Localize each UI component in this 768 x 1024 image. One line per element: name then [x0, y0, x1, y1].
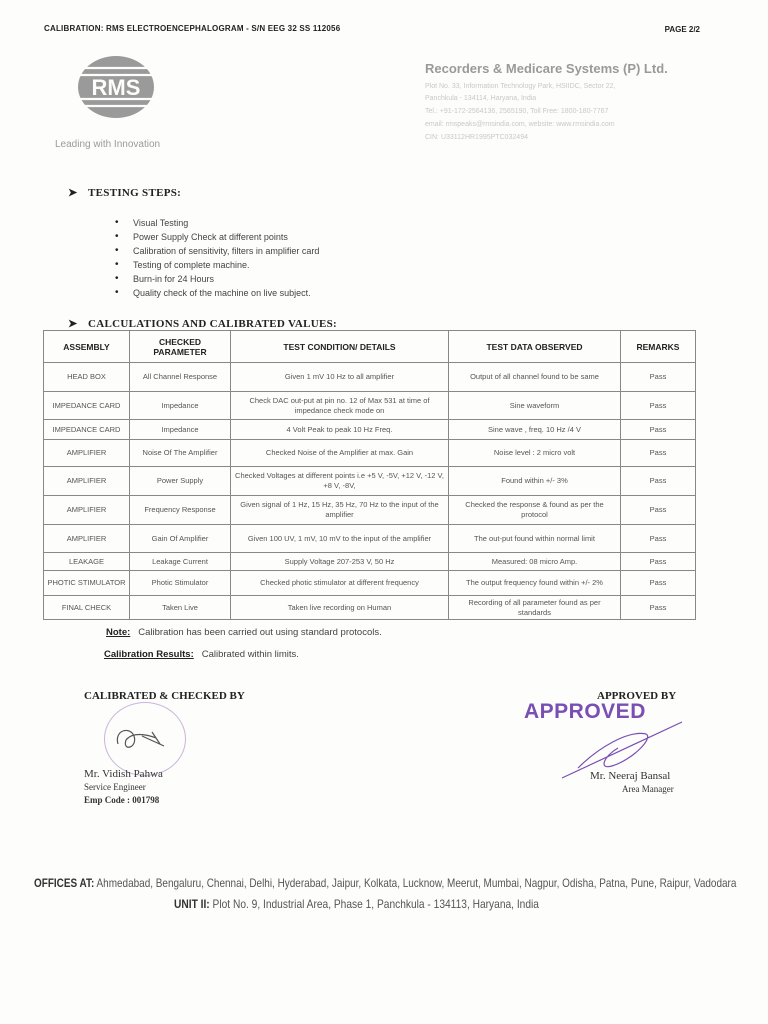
- offices-label: OFFICES AT:: [34, 876, 95, 890]
- table-cell: The out-put found within normal limit: [449, 525, 621, 553]
- company-name: Recorders & Medicare Systems (P) Ltd.: [425, 61, 668, 76]
- table-cell: Frequency Response: [130, 496, 231, 525]
- table-cell: The output frequency found within +/- 2%: [449, 571, 621, 596]
- testing-steps-heading: ➤ TESTING STEPS:: [68, 187, 182, 199]
- table-cell: Output of all channel found to be same: [449, 363, 621, 392]
- calibrated-by-title: Service Engineer: [84, 782, 146, 792]
- table-row: [44, 363, 696, 392]
- rms-logo: [76, 55, 156, 119]
- table-cell: Supply Voltage 207-253 V, 50 Hz: [231, 553, 449, 571]
- list-item: • Power Supply Check at different points: [115, 230, 319, 244]
- table-cell: Pass: [621, 571, 696, 596]
- testing-steps-list: [115, 216, 319, 300]
- column-header: TEST CONDITION/ DETAILS: [231, 331, 449, 363]
- table-row: [44, 392, 696, 420]
- company-cin-line: CIN: U33112HR1995PTC032494: [425, 134, 528, 141]
- table-cell: Pass: [621, 596, 696, 620]
- table-cell: Pass: [621, 363, 696, 392]
- table-cell: Leakage Current: [130, 553, 231, 571]
- company-address-line: Panchkula - 134114, Haryana, India: [425, 95, 537, 102]
- column-header: TEST DATA OBSERVED: [449, 331, 621, 363]
- footer-unit: [174, 897, 539, 911]
- arrow-icon: ➤: [68, 318, 78, 330]
- table-cell: Given 1 mV 10 Hz to all amplifier: [231, 363, 449, 392]
- table-cell: Pass: [621, 467, 696, 496]
- table-row: [44, 467, 696, 496]
- table-cell: Impedance: [130, 420, 231, 440]
- table-cell: Sine wave , freq. 10 Hz /4 V: [449, 420, 621, 440]
- page-number: PAGE 2/2: [664, 25, 700, 34]
- table-cell: HEAD BOX: [44, 363, 130, 392]
- table-cell: All Channel Response: [130, 363, 231, 392]
- table-cell: Checked photic stimulator at different frequency: [231, 571, 449, 596]
- table-cell: Photic Stimulator: [130, 571, 231, 596]
- table-cell: Pass: [621, 496, 696, 525]
- calibrated-by-emp-code: Emp Code : 001798: [84, 795, 160, 805]
- calculations-heading: ➤ CALCULATIONS AND CALIBRATED VALUES:: [68, 318, 337, 330]
- table-header-row: [44, 331, 696, 363]
- list-item: • Visual Testing: [115, 216, 319, 230]
- table-row: [44, 440, 696, 467]
- table-cell: PHOTIC STIMULATOR: [44, 571, 130, 596]
- company-address-line: Plot No. 33, Information Technology Park, HSIIDC, Sector 22,: [425, 83, 616, 90]
- table-cell: 4 Volt Peak to peak 10 Hz Freq.: [231, 420, 449, 440]
- document-header: CALIBRATION: RMS ELECTROENCEPHALOGRAM - S/N EEG 32 SS 112056: [44, 24, 341, 33]
- table-cell: Pass: [621, 392, 696, 420]
- table-cell: AMPLIFIER: [44, 496, 130, 525]
- logo-text: RMS: [91, 75, 141, 100]
- table-cell: AMPLIFIER: [44, 525, 130, 553]
- table-cell: Checked Voltages at different points i.e +5 V, -5V, +12 V, -12 V, +8 V, -8V,: [231, 467, 449, 496]
- table-row: [44, 496, 696, 525]
- calibration-results-label: Calibration Results:: [104, 649, 194, 660]
- company-phone-line: Tel.: +91-172-2564136, 2565190, Toll Free: 1800-180-7767: [425, 108, 609, 115]
- signature-mark: [112, 722, 192, 756]
- footer-offices: [34, 876, 736, 890]
- table-cell: Power Supply: [130, 467, 231, 496]
- table-cell: Recording of all parameter found as per standards: [449, 596, 621, 620]
- calibration-results-text: Calibrated within limits.: [201, 649, 299, 660]
- approved-by-title: Area Manager: [622, 784, 674, 794]
- approved-by-heading: APPROVED BY: [597, 690, 677, 702]
- table-cell: Found within +/- 3%: [449, 467, 621, 496]
- list-item: • Testing of complete machine.: [115, 258, 319, 272]
- table-cell: Check DAC out-put at pin no. 12 of Max 531 at time of impedance check mode on: [231, 392, 449, 420]
- list-item: • Calibration of sensitivity, filters in amplifier card: [115, 244, 319, 258]
- table-cell: Gain Of Amplifier: [130, 525, 231, 553]
- table-cell: Checked the response & found as per the protocol: [449, 496, 621, 525]
- column-header: ASSEMBLY: [44, 331, 130, 363]
- note-line: [106, 627, 382, 638]
- table-cell: Noise level : 2 micro volt: [449, 440, 621, 467]
- table-cell: Given 100 UV, 1 mV, 10 mV to the input of the amplifier: [231, 525, 449, 553]
- note-label: Note:: [106, 627, 131, 638]
- column-header: CHECKED PARAMETER: [130, 331, 231, 363]
- calibrated-by-name: Mr. Vidish Pahwa: [84, 768, 163, 780]
- list-item: • Burn-in for 24 Hours: [115, 272, 319, 286]
- calibration-results-line: [104, 649, 299, 660]
- table-cell: FINAL CHECK: [44, 596, 130, 620]
- list-item: • Quality check of the machine on live subject.: [115, 286, 319, 300]
- table-cell: AMPLIFIER: [44, 467, 130, 496]
- table-cell: Impedance: [130, 392, 231, 420]
- table-cell: Taken live recording on Human: [231, 596, 449, 620]
- approved-by-name: Mr. Neeraj Bansal: [590, 770, 671, 782]
- arrow-icon: ➤: [68, 187, 78, 199]
- table-cell: Pass: [621, 440, 696, 467]
- table-cell: Noise Of The Amplifier: [130, 440, 231, 467]
- table-cell: Taken Live: [130, 596, 231, 620]
- table-cell: Pass: [621, 553, 696, 571]
- table-cell: IMPEDANCE CARD: [44, 420, 130, 440]
- table-cell: Pass: [621, 525, 696, 553]
- company-email-line: email: rmspeaks@rmsindia.com, website: www.rmsindia.com: [425, 121, 615, 128]
- table-row: [44, 525, 696, 553]
- calibrated-by-heading: CALIBRATED & CHECKED BY: [84, 690, 245, 702]
- table-row: [44, 596, 696, 620]
- unit-label: UNIT II:: [174, 897, 210, 911]
- table-cell: LEAKAGE: [44, 553, 130, 571]
- unit-address: Plot No. 9, Industrial Area, Phase 1, Panchkula - 134113, Haryana, India: [212, 897, 539, 911]
- table-cell: IMPEDANCE CARD: [44, 392, 130, 420]
- note-text: Calibration has been carried out using standard protocols.: [138, 627, 382, 638]
- column-header: REMARKS: [621, 331, 696, 363]
- table-row: [44, 571, 696, 596]
- table-cell: AMPLIFIER: [44, 440, 130, 467]
- table-cell: Checked Noise of the Amplifier at max. Gain: [231, 440, 449, 467]
- calibration-table: [43, 330, 696, 620]
- table-cell: Measured: 08 micro Amp.: [449, 553, 621, 571]
- approved-stamp: APPROVED: [524, 700, 646, 723]
- table-row: [44, 553, 696, 571]
- table-cell: Sine waveform: [449, 392, 621, 420]
- offices-list: Ahmedabad, Bengaluru, Chennai, Delhi, Hyderabad, Jaipur, Kolkata, Lucknow, Meerut, Mumbai, Nagpur, Odisha, Patna, Pune, Raipur, Vadodara: [96, 876, 737, 890]
- table-cell: Given signal of 1 Hz, 15 Hz, 35 Hz, 70 Hz to the input of the amplifier: [231, 496, 449, 525]
- table-row: [44, 420, 696, 440]
- logo-tagline: Leading with Innovation: [55, 139, 161, 150]
- table-cell: Pass: [621, 420, 696, 440]
